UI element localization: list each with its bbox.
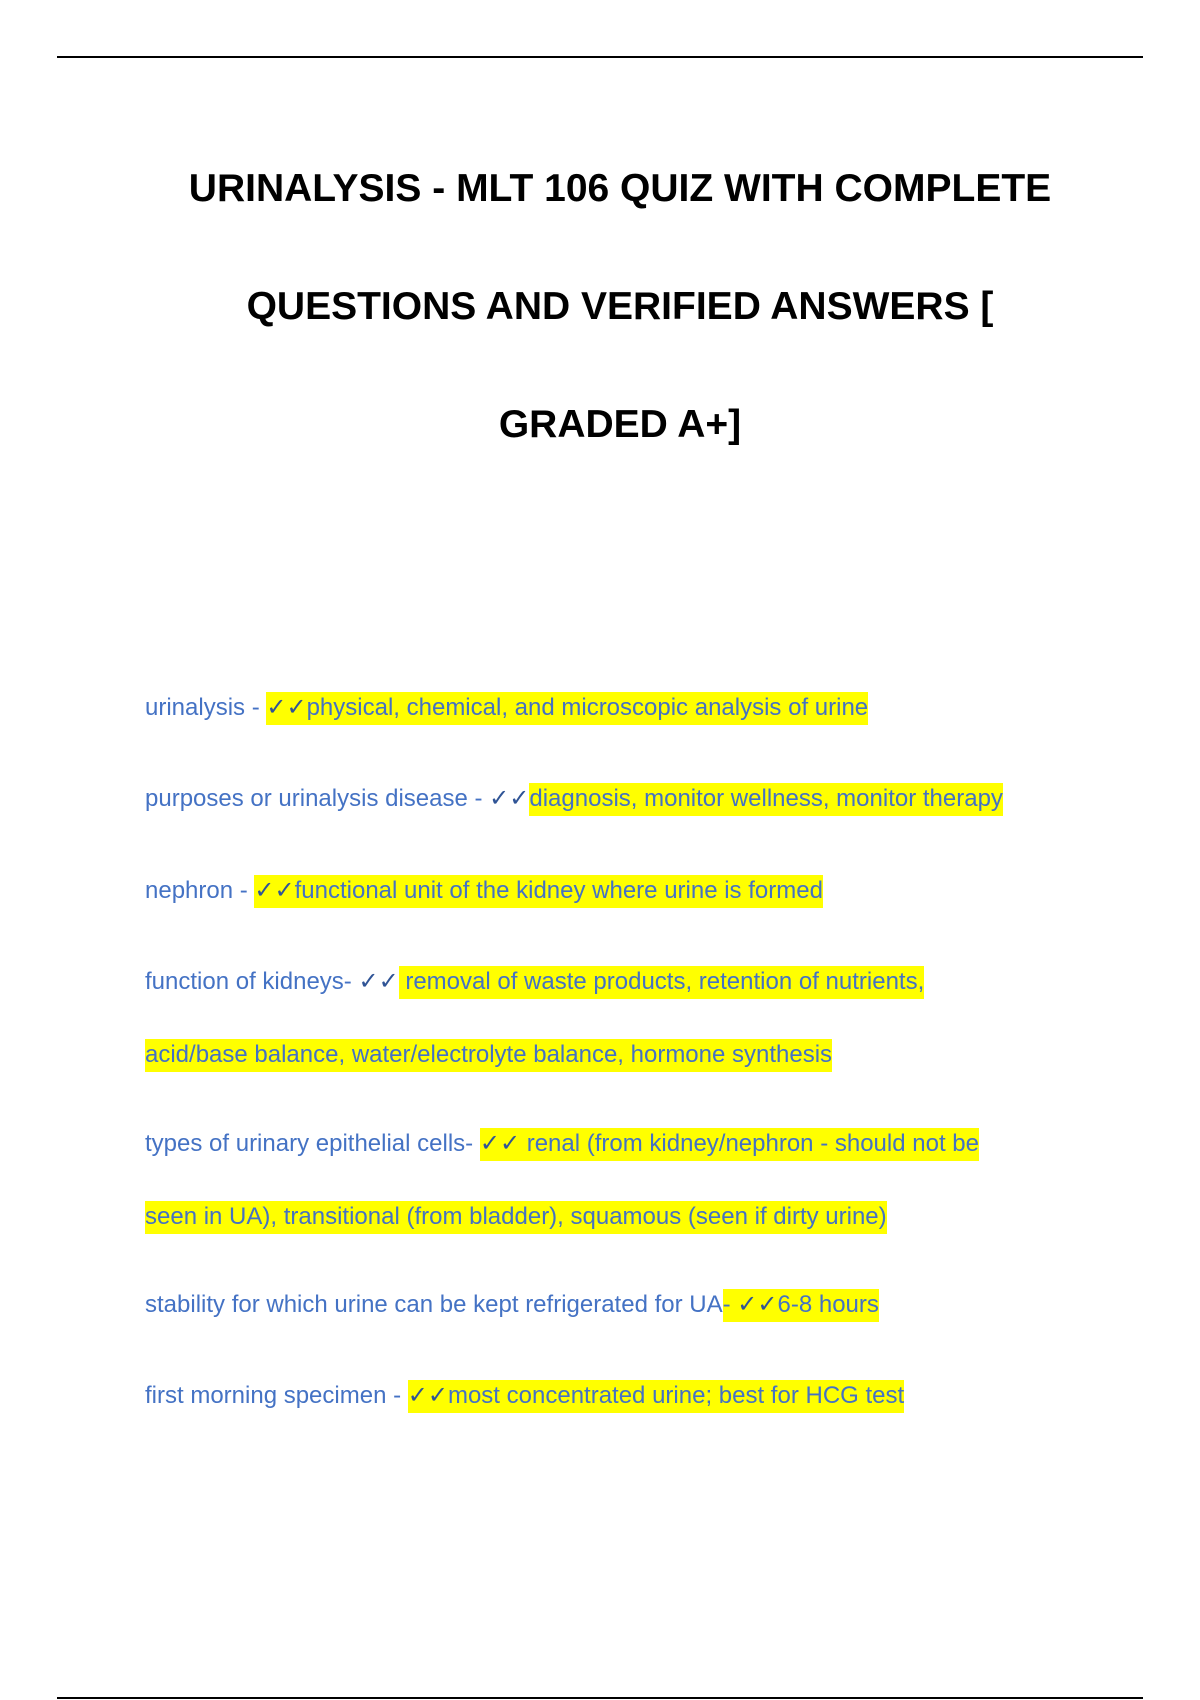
answer-text-line-1: renal (from kidney/nephron - should not be [520, 1130, 979, 1157]
answer-text: most concentrated urine; best for HCG test [447, 1382, 905, 1409]
qa-item-purposes [145, 781, 1003, 817]
answer-highlight [480, 1128, 979, 1161]
title-line-3: GRADED A+] [498, 403, 742, 446]
qa-item-kidney-function [145, 964, 924, 1000]
answer-text: functional unit of the kidney where urine is formed [294, 877, 823, 904]
question-text: first morning specimen - [145, 1382, 408, 1409]
double-check-icon: ✓✓ [479, 1130, 521, 1157]
answer-text-line-1: removal of waste products, retention of nutrients, [398, 968, 925, 995]
document-title [80, 130, 1160, 484]
question-text: types of urinary epithelial cells- [145, 1130, 480, 1157]
qa-item-epithelial-cells [145, 1126, 979, 1162]
double-check-icon: ✓✓ [254, 877, 295, 904]
double-check-icon: ✓✓ [407, 1382, 448, 1409]
qa-item-refrigeration-stability [145, 1287, 879, 1323]
answer-highlight [145, 1039, 832, 1072]
title-line-2: QUESTIONS AND VERIFIED ANSWERS [ [246, 285, 994, 328]
answer-text: 6-8 hours [777, 1291, 879, 1318]
bottom-rule [57, 1697, 1143, 1699]
answer-text-line-2: acid/base balance, water/electrolyte balance, hormone synthesis [145, 1041, 833, 1068]
question-text: urinalysis - [145, 694, 267, 721]
answer-highlight [408, 1380, 904, 1413]
qa-item-nephron [145, 873, 823, 909]
qa-item-first-morning-specimen [145, 1378, 904, 1414]
answer-highlight [399, 966, 925, 999]
double-check-icon: ✓✓ [358, 968, 399, 995]
title-line-1: URINALYSIS - MLT 106 QUIZ WITH COMPLETE [188, 167, 1052, 210]
qa-item-urinalysis [145, 690, 868, 726]
answer-highlight [723, 1289, 879, 1322]
qa-item-epithelial-cells-cont [145, 1199, 887, 1235]
answer-text-line-2: seen in UA), transitional (from bladder), squamous (seen if dirty urine) [145, 1203, 887, 1230]
answer-highlight [254, 875, 823, 908]
answer-prefix: - [722, 1291, 738, 1318]
answer-highlight [266, 692, 868, 725]
top-rule [57, 56, 1143, 58]
question-text: stability for which urine can be kept refrigerated for UA [145, 1291, 723, 1318]
qa-item-kidney-function-cont [145, 1037, 832, 1073]
answer-highlight [529, 783, 1003, 816]
question-text: purposes or urinalysis disease - [145, 785, 490, 812]
double-check-icon: ✓✓ [266, 694, 307, 721]
question-text: function of kidneys- [145, 968, 359, 995]
answer-text: physical, chemical, and microscopic analysis of urine [306, 694, 869, 721]
answer-text: diagnosis, monitor wellness, monitor therapy [529, 785, 1003, 812]
question-text: nephron - [145, 877, 255, 904]
double-check-icon: ✓✓ [737, 1291, 778, 1318]
answer-highlight [145, 1201, 887, 1234]
double-check-icon: ✓✓ [489, 785, 530, 812]
